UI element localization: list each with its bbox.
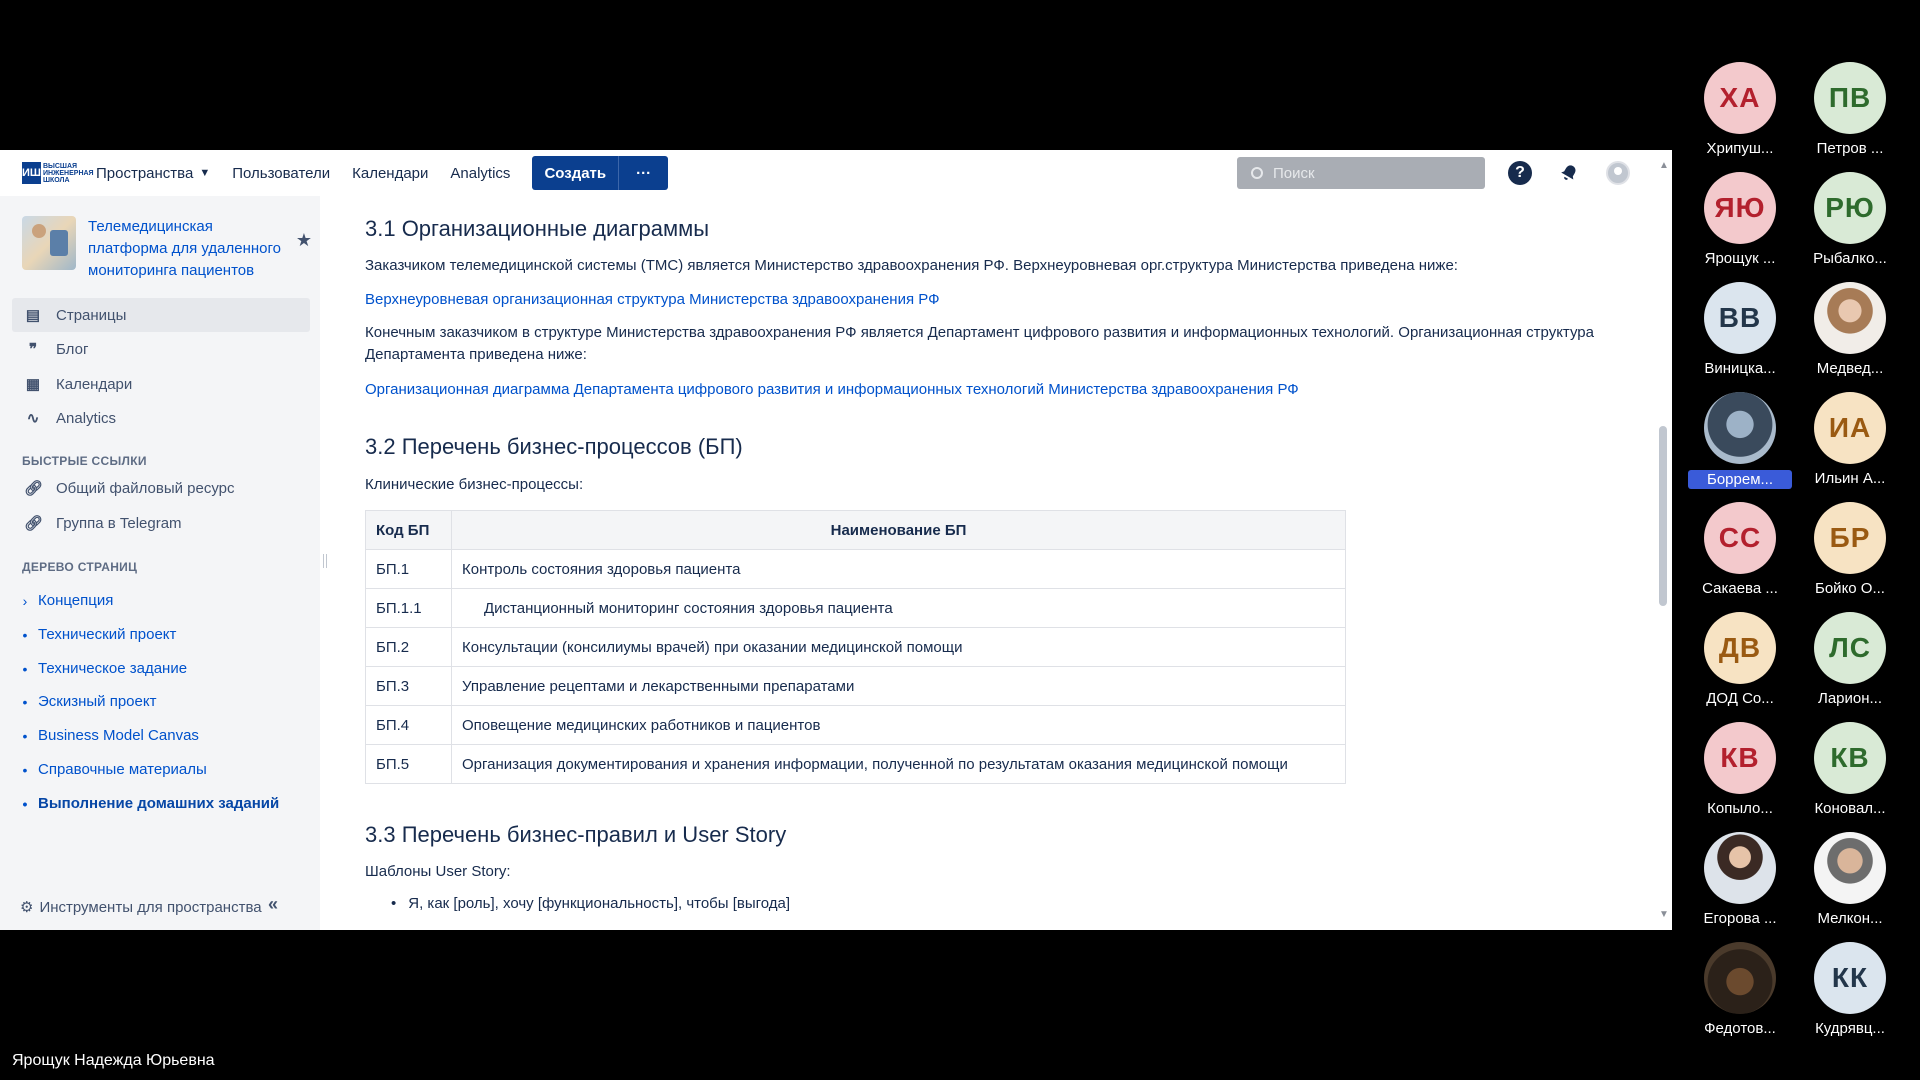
chevron-right-icon[interactable]: › [22, 592, 28, 609]
chevron-down-icon: ▼ [199, 167, 211, 179]
link-icon: 🔗︎ [24, 480, 44, 497]
participant-avatar: КК [1814, 942, 1886, 1014]
bullet-icon: • [22, 727, 28, 744]
table-header-row [366, 511, 1346, 550]
create-button[interactable]: Создать [532, 156, 618, 190]
participant-tile[interactable] [1688, 62, 1792, 157]
help-icon[interactable]: ? [1508, 161, 1532, 185]
page-content [365, 196, 1655, 930]
table-row [366, 706, 1346, 745]
nav-calendars[interactable]: Календари [352, 164, 429, 182]
heading-3-2: 3.2 Перечень бизнес-процессов (БП) [365, 434, 743, 459]
collapse-sidebar-icon[interactable]: « [268, 894, 279, 914]
participant-name: Коновал... [1814, 800, 1886, 817]
participant-avatar: БР [1814, 502, 1886, 574]
participant-tile[interactable] [1798, 832, 1902, 927]
quick-links-heading: БЫСТРЫЕ ССЫЛКИ [22, 454, 147, 468]
heading-3-3: 3.3 Перечень бизнес-правил и User Story [365, 822, 787, 847]
search-input[interactable] [1237, 157, 1485, 189]
sidebar-item-pages[interactable] [12, 298, 310, 332]
tree-item-concept[interactable] [22, 592, 113, 609]
participant-name: Кудрявц... [1815, 1020, 1885, 1037]
participant-tile[interactable] [1688, 392, 1792, 489]
participant-tile[interactable] [1798, 612, 1902, 707]
quick-link-label: Общий файловый ресурс [56, 479, 235, 497]
gear-icon: ⚙ [20, 899, 34, 916]
space-title[interactable]: Телемедицинская платформа для удаленного мониторинга пациентов [88, 218, 281, 279]
paragraph-customer: Заказчиком телемедицинской системы (ТМС) является Министерство здравоохранения РФ. Верхнеуровневая орг.структура Министерства приведена ниже: [365, 257, 1458, 274]
list-item [391, 895, 790, 912]
table-cell-name: Управление рецептами и лекарственными препаратами [452, 667, 1346, 706]
participant-tile[interactable] [1798, 502, 1902, 597]
participant-avatar [1814, 832, 1886, 904]
scroll-down-icon[interactable]: ▼ [1659, 909, 1669, 920]
participant-name: Ларион... [1817, 690, 1883, 707]
user-avatar-icon[interactable] [1606, 161, 1630, 185]
link-department-diagram[interactable]: Организационная диаграмма Департамента цифрового развития и информационных технологий Министерства здравоохранения РФ [365, 381, 1299, 398]
notifications-icon[interactable] [1557, 161, 1581, 185]
sidebar-item-label: Analytics [56, 409, 117, 427]
sidebar-resize-handle[interactable] [323, 554, 327, 568]
tree-item-draft-project[interactable] [22, 693, 156, 710]
table-cell-code: БП.1 [366, 550, 452, 589]
table-cell-code: БП.3 [366, 667, 452, 706]
table-cell-code: БП.2 [366, 628, 452, 667]
table-row [366, 550, 1346, 589]
bullet-icon: • [22, 660, 28, 677]
link-ministry-structure[interactable]: Верхнеуровневая организационная структура Министерства здравоохранения РФ [365, 291, 940, 308]
participant-avatar: ДВ [1704, 612, 1776, 684]
participant-name: Хрипуш... [1706, 140, 1774, 157]
participant-name: Бойко О... [1815, 580, 1885, 597]
participant-name: Мелкон... [1817, 910, 1883, 927]
calendar-icon: ▦ [25, 376, 41, 393]
nav-spaces[interactable] [96, 165, 210, 182]
participant-tile[interactable] [1798, 172, 1902, 267]
logo-text: ВЫСШАЯ ИНЖЕНЕРНАЯ ШКОЛА [42, 162, 94, 184]
participant-tile[interactable] [1688, 172, 1792, 267]
participant-name: Рыбалко... [1813, 250, 1887, 267]
participant-tile[interactable] [1688, 282, 1792, 377]
analytics-icon: ∿ [26, 410, 40, 427]
quick-link-label: Группа в Telegram [56, 514, 182, 532]
sidebar-item-label: Блог [56, 340, 89, 358]
participant-tile[interactable] [1688, 722, 1792, 817]
participant-avatar [1704, 392, 1776, 464]
participant-avatar: ЯЮ [1704, 172, 1776, 244]
table-cell-name: Оповещение медицинских работников и пациентов [452, 706, 1346, 745]
quick-link-telegram[interactable] [12, 506, 310, 540]
participant-name: Копыло... [1707, 800, 1773, 817]
column-header-code: Код БП [366, 511, 452, 550]
page-scrollbar[interactable] [1657, 160, 1669, 930]
sidebar-item-blog[interactable] [12, 332, 310, 366]
participant-avatar: ХА [1704, 62, 1776, 134]
link-icon: 🔗︎ [24, 515, 44, 532]
participant-avatar: ИА [1814, 392, 1886, 464]
space-sidebar [0, 196, 320, 930]
sidebar-item-analytics[interactable] [12, 401, 310, 435]
pages-icon: ▤ [25, 307, 41, 324]
participant-avatar [1814, 282, 1886, 354]
table-cell-code: БП.1.1 [366, 589, 452, 628]
tree-item-label: Технический проект [38, 626, 177, 643]
search-icon [1251, 167, 1263, 179]
participant-avatar: ВВ [1704, 282, 1776, 354]
tree-item-label: Эскизный проект [38, 693, 157, 710]
scrollbar-thumb[interactable] [1659, 426, 1667, 606]
page-tree-heading: ДЕРЕВО СТРАНИЦ [22, 560, 138, 574]
sidebar-item-label: Календари [56, 375, 133, 393]
participant-tile[interactable] [1798, 282, 1902, 377]
paragraph-end-customer: Конечным заказчиком в структуре Министерства здравоохранения РФ является Департамент цифрового развития и информационных технологий. Организационная структура Департамента приведена ниже: [365, 324, 1594, 363]
bullet-icon: • [22, 626, 28, 643]
table-row [366, 628, 1346, 667]
tree-item-tech-project[interactable] [22, 626, 176, 643]
space-tools-button[interactable] [20, 898, 262, 916]
participant-tile[interactable] [1688, 612, 1792, 707]
search-placeholder: Поиск [1273, 164, 1315, 182]
participant-avatar: КВ [1704, 722, 1776, 794]
participant-name: Петров ... [1816, 140, 1884, 157]
column-header-name: Наименование БП [452, 511, 1346, 550]
table-cell-name: Контроль состояния здоровья пациента [452, 550, 1346, 589]
list-item-text: Я, как [роль], хочу [функциональность], чтобы [выгода] [408, 895, 791, 912]
space-tools-label: Инструменты для пространства [39, 898, 262, 916]
app-logo[interactable] [22, 161, 94, 185]
tree-item-label: Business Model Canvas [38, 727, 199, 744]
bullet-icon: • [22, 693, 28, 710]
table-cell-name: Дистанционный мониторинг состояния здоровья пациента [452, 589, 1346, 628]
tree-item-homework[interactable] [22, 795, 279, 812]
quick-link-file-share[interactable] [12, 471, 310, 505]
tree-item-label: Концепция [38, 592, 114, 609]
sidebar-item-label: Страницы [56, 306, 127, 324]
table-cell-code: БП.4 [366, 706, 452, 745]
top-navigation [0, 150, 1672, 196]
participant-tile[interactable] [1688, 942, 1792, 1037]
participant-avatar [1704, 942, 1776, 1014]
nav-analytics[interactable]: Analytics [450, 164, 511, 182]
participant-tile[interactable] [1688, 832, 1792, 927]
participant-tile[interactable] [1798, 62, 1902, 157]
star-icon[interactable]: ★ [295, 230, 312, 250]
table-cell-name: Организация документирования и хранения информации, полученной по результатам оказания медицинской помощи [452, 745, 1346, 784]
nav-spaces-label: Пространства [96, 164, 194, 182]
participant-name: Медвед... [1816, 360, 1884, 377]
tree-item-bmc[interactable] [22, 727, 199, 744]
bullet-icon: • [391, 895, 397, 912]
scroll-up-icon[interactable]: ▲ [1659, 160, 1669, 171]
participant-name: Сакаева ... [1702, 580, 1778, 597]
participant-tile[interactable] [1798, 942, 1902, 1037]
participant-avatar: ПВ [1814, 62, 1886, 134]
presenter-name: Ярощук Надежда Юрьевна [12, 1052, 215, 1069]
space-header [22, 216, 312, 282]
participant-name: ДОД Со... [1706, 690, 1774, 707]
participant-name: Виницка... [1704, 360, 1776, 377]
sidebar-item-calendars[interactable] [12, 367, 310, 401]
user-story-templates-label: Шаблоны User Story: [365, 863, 511, 880]
tree-item-reference[interactable] [22, 761, 207, 778]
table-cell-name: Консультации (консилиумы врачей) при оказании медицинской помощи [452, 628, 1346, 667]
table-cell-code: БП.5 [366, 745, 452, 784]
bullet-icon: • [22, 761, 28, 778]
participant-tile[interactable] [1798, 392, 1902, 487]
participant-avatar: СС [1704, 502, 1776, 574]
table-row [366, 745, 1346, 784]
participant-avatar: КВ [1814, 722, 1886, 794]
tree-item-label: Техническое задание [38, 660, 188, 677]
participant-avatar: РЮ [1814, 172, 1886, 244]
shared-screen [0, 150, 1672, 930]
participant-avatar [1704, 832, 1776, 904]
participant-name: Егорова ... [1703, 910, 1777, 927]
participant-tile[interactable] [1688, 502, 1792, 597]
table-row [366, 667, 1346, 706]
participant-avatar: ЛС [1814, 612, 1886, 684]
bullet-icon: • [22, 795, 28, 812]
participant-name: Федотов... [1704, 1020, 1776, 1037]
quote-icon: ❞ [28, 341, 38, 358]
space-avatar[interactable] [22, 216, 76, 270]
tree-item-tech-spec[interactable] [22, 660, 187, 677]
clinical-processes-label: Клинические бизнес-процессы: [365, 476, 584, 493]
heading-3-1: 3.1 Организационные диаграммы [365, 216, 710, 241]
bell-icon [1559, 163, 1579, 183]
tree-item-label: Выполнение домашних заданий [38, 795, 280, 812]
table-row [366, 589, 1346, 628]
business-process-table [365, 510, 1346, 784]
participant-name: Ярощук ... [1704, 250, 1776, 267]
participant-name: Боррем... [1688, 470, 1792, 489]
participant-name: Ильин А... [1814, 470, 1886, 487]
tree-item-label: Справочные материалы [38, 761, 207, 778]
nav-users[interactable]: Пользователи [232, 164, 331, 182]
participant-tile[interactable] [1798, 722, 1902, 817]
logo-mark: ИШ [22, 162, 41, 184]
create-more-button[interactable]: ··· [618, 156, 668, 190]
